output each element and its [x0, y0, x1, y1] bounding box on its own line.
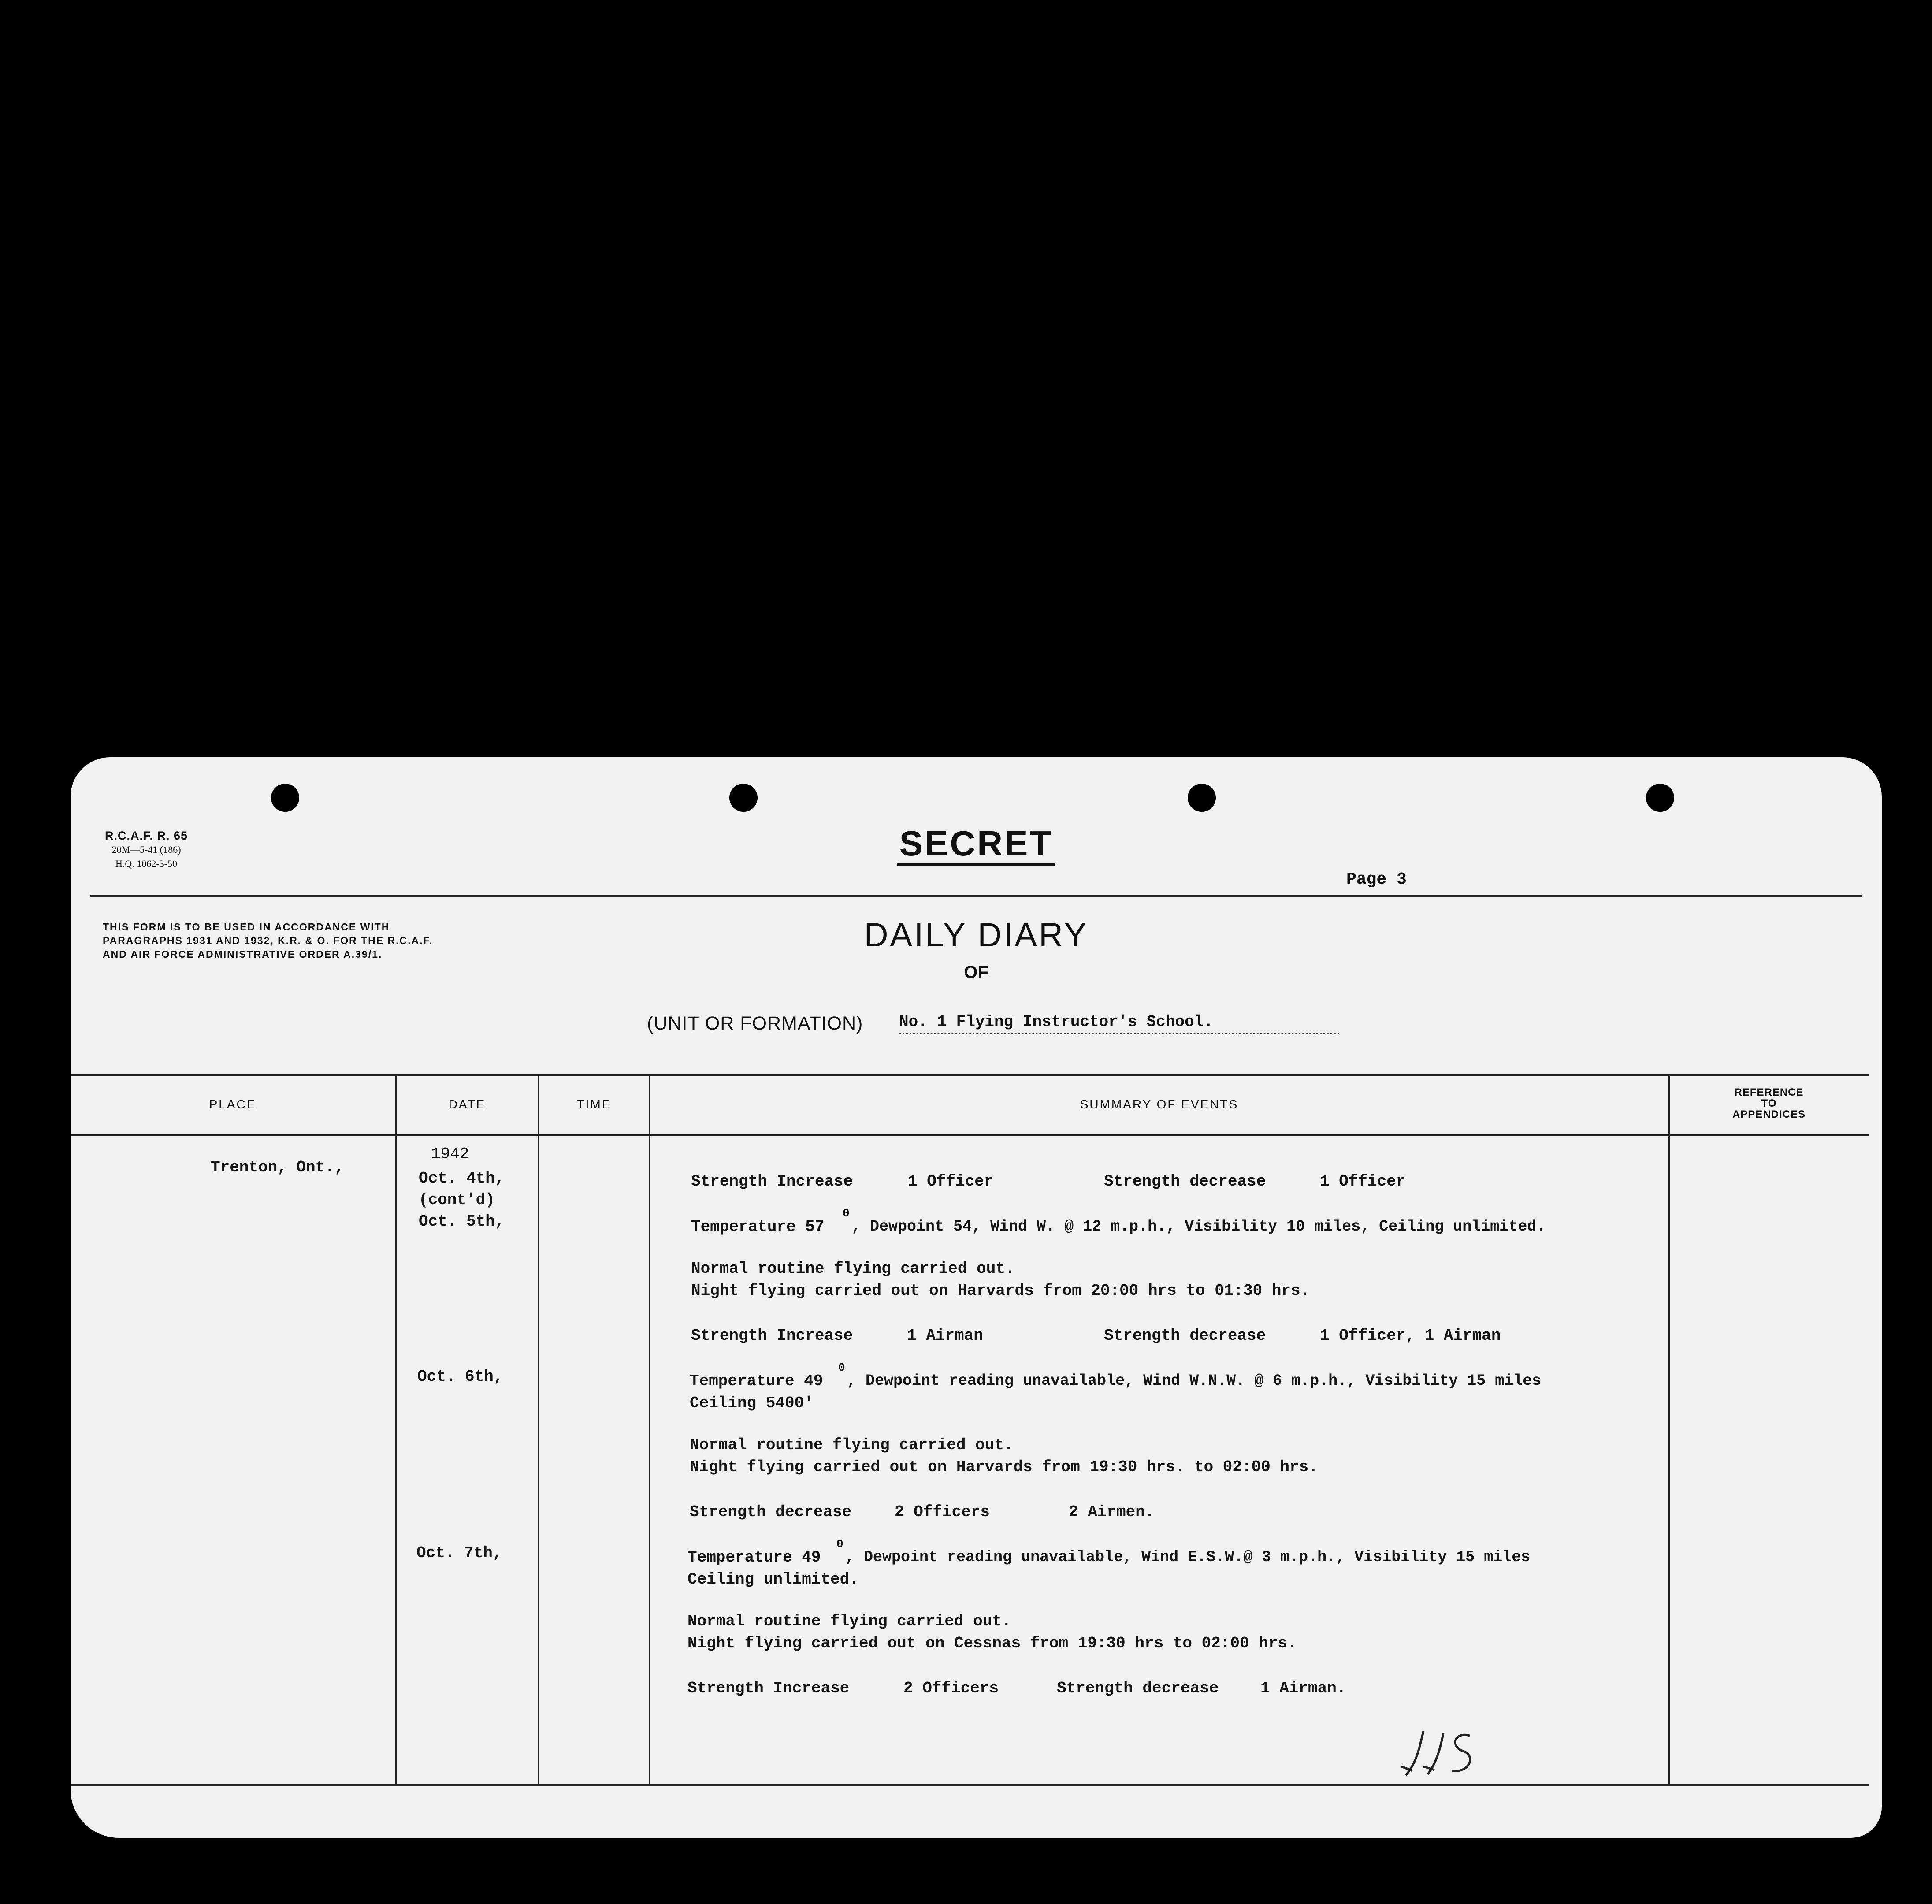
- entry-1-strength-decrease-value: 1 Officer: [1320, 1172, 1406, 1190]
- table-top-rule: [71, 1074, 1869, 1076]
- title-of: OF: [964, 963, 988, 982]
- entry-3-line-1: Normal routine flying carried out.: [690, 1436, 1014, 1454]
- column-divider-summary: [1668, 1076, 1670, 1784]
- header-rule: [90, 895, 1862, 897]
- reference-line-1: REFERENCE: [1734, 1086, 1804, 1098]
- column-header-reference: [1670, 1087, 1868, 1120]
- table-bottom-rule: [71, 1784, 1869, 1786]
- column-divider-time: [649, 1076, 650, 1784]
- unit-label: (UNIT OR FORMATION): [647, 1013, 863, 1034]
- entry-4-line-1: Normal routine flying carried out.: [687, 1612, 1011, 1630]
- entry-1-strength-increase: Strength Increase: [691, 1172, 853, 1190]
- date-year: 1942: [431, 1145, 469, 1163]
- entry-4-strength-decrease: Strength decrease: [1057, 1679, 1219, 1697]
- form-instructions: THIS FORM IS TO BE USED IN ACCORDANCE WITH PARAGRAPHS 1931 AND 1932, K.R. & O. FOR THE R.C.A.F. AND AIR FORCE ADMINISTRATIVE ORDER A.39/1.: [103, 921, 433, 960]
- column-header-time: TIME: [576, 1097, 612, 1111]
- entry-4-strength-increase-value: 2 Officers: [903, 1679, 999, 1697]
- punch-hole: [729, 784, 758, 812]
- entry-3-strength-decrease-airmen: 2 Airmen.: [1069, 1503, 1155, 1521]
- place-value: Trenton, Ont.,: [211, 1158, 344, 1176]
- entry-2-strength-increase-value: 1 Airman: [907, 1327, 983, 1345]
- entry-2-strength-increase: Strength Increase: [691, 1327, 853, 1345]
- date-oct-5: Oct. 5th,: [419, 1212, 505, 1231]
- entry-3-weather-b: , Dewpoint reading unavailable, Wind W.N.W. @ 6 m.p.h., Visibility 15 miles: [847, 1372, 1542, 1390]
- entry-4-degree: 0: [836, 1537, 843, 1551]
- punch-hole: [1646, 784, 1674, 812]
- handwritten-initials: [1393, 1722, 1490, 1784]
- document-title: DAILY DIARY: [864, 916, 1089, 954]
- entry-4-weather-c: Ceiling unlimited.: [687, 1570, 859, 1588]
- entry-2-line-2: Night flying carried out on Harvards from 20:00 hrs to 01:30 hrs.: [691, 1282, 1310, 1300]
- entry-4-weather-b: , Dewpoint reading unavailable, Wind E.S.W.@ 3 m.p.h., Visibility 15 miles: [845, 1548, 1531, 1566]
- entry-1-strength-decrease: Strength decrease: [1104, 1172, 1266, 1190]
- entry-2-degree: 0: [843, 1207, 850, 1220]
- column-divider-place: [395, 1076, 397, 1784]
- entry-2-line-1: Normal routine flying carried out.: [691, 1260, 1015, 1278]
- date-cont: (cont'd): [419, 1191, 495, 1209]
- reference-line-3: APPENDICES: [1732, 1108, 1806, 1120]
- classification-text: SECRET: [897, 824, 1056, 866]
- entry-3-degree: 0: [838, 1361, 845, 1374]
- date-oct-4: Oct. 4th,: [419, 1169, 505, 1187]
- form-number: R.C.A.F. R. 65: [105, 829, 188, 842]
- unit-value: No. 1 Flying Instructor's School.: [899, 1013, 1340, 1034]
- entry-4-line-2: Night flying carried out on Cessnas from 19:30 hrs to 02:00 hrs.: [687, 1634, 1297, 1652]
- entry-2-weather-a: Temperature 57: [691, 1218, 825, 1236]
- print-code: 20M—5-41 (186): [111, 844, 181, 855]
- entry-3-weather-c: Ceiling 5400': [690, 1394, 814, 1412]
- punch-hole: [1188, 784, 1216, 812]
- entry-4-strength-increase: Strength Increase: [687, 1679, 850, 1697]
- entry-2-strength-decrease: Strength decrease: [1104, 1327, 1266, 1345]
- entry-3-line-2: Night flying carried out on Harvards from 19:30 hrs. to 02:00 hrs.: [690, 1458, 1318, 1476]
- entry-4-strength-decrease-value: 1 Airman.: [1260, 1679, 1346, 1697]
- hq-code: H.Q. 1062-3-50: [115, 858, 177, 869]
- entry-3-weather-a: Temperature 49: [690, 1372, 823, 1390]
- entry-3-strength-decrease: Strength decrease: [690, 1503, 852, 1521]
- date-oct-7: Oct. 7th,: [416, 1544, 502, 1562]
- column-header-place: PLACE: [209, 1097, 256, 1111]
- date-oct-6: Oct. 6th,: [417, 1368, 503, 1386]
- column-header-date: DATE: [448, 1097, 486, 1111]
- page-number: Page 3: [1346, 870, 1407, 889]
- entry-2-strength-decrease-value: 1 Officer, 1 Airman: [1320, 1327, 1501, 1345]
- entry-4-weather-a: Temperature 49: [687, 1548, 821, 1566]
- entry-3-strength-decrease-officers: 2 Officers: [895, 1503, 990, 1521]
- punch-hole: [271, 784, 299, 812]
- table-header-rule: [71, 1134, 1869, 1136]
- diary-sheet: [71, 757, 1882, 1838]
- column-header-summary: SUMMARY OF EVENTS: [1080, 1097, 1239, 1111]
- column-divider-date: [538, 1076, 539, 1784]
- reference-line-2: TO: [1761, 1097, 1777, 1109]
- entry-1-strength-increase-value: 1 Officer: [908, 1172, 994, 1190]
- classification-heading: [71, 823, 1882, 864]
- entry-2-weather-b: , Dewpoint 54, Wind W. @ 12 m.p.h., Visibility 10 miles, Ceiling unlimited.: [851, 1218, 1546, 1235]
